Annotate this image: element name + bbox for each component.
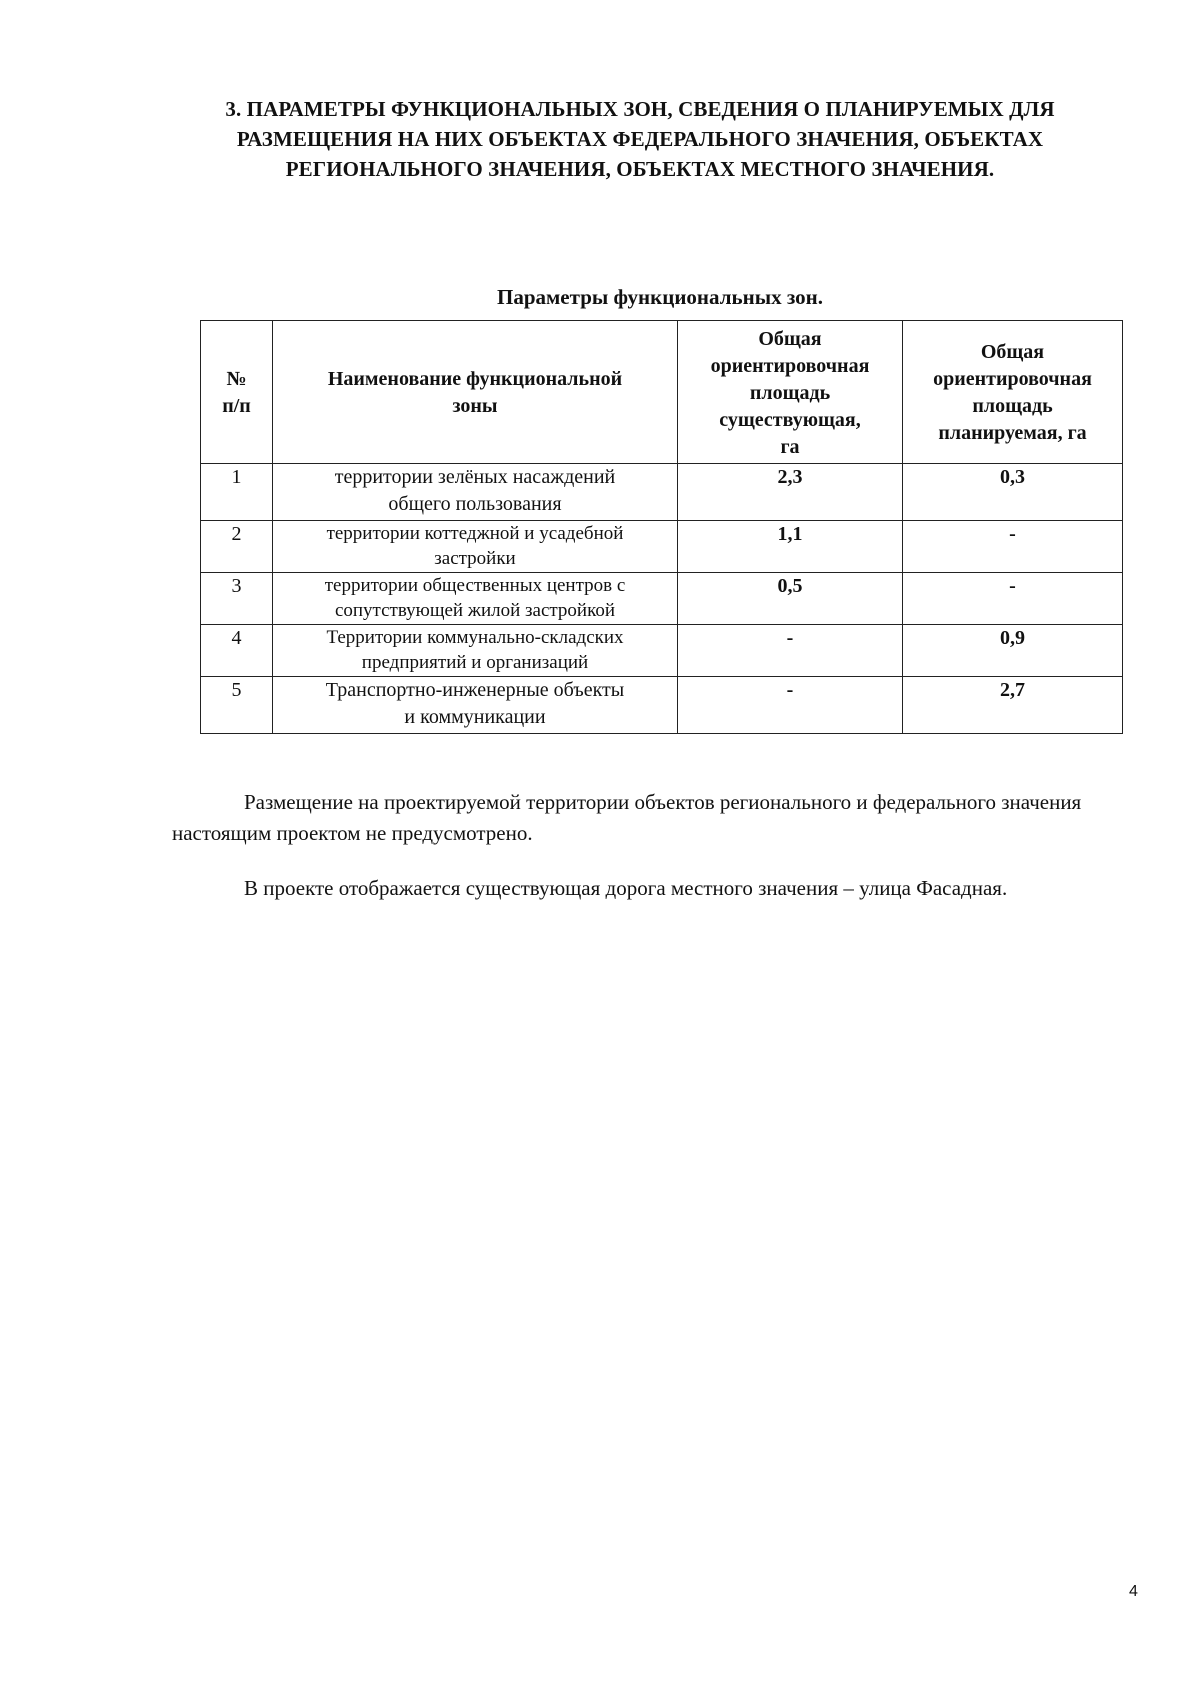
header-planned-line-1: Общая bbox=[980, 341, 1045, 363]
row-zone-name-line-1: территории зелёных насаждений bbox=[334, 466, 616, 488]
row-zone-name-line-2: предприятий и организаций bbox=[361, 652, 589, 673]
section-heading bbox=[150, 94, 1130, 184]
row-zone-name-line-1: территории коттеджной и усадебной bbox=[326, 523, 624, 544]
header-num bbox=[201, 321, 273, 464]
row-zone-name bbox=[273, 464, 678, 521]
row-existing-area: 2,3 bbox=[678, 464, 903, 521]
row-num: 3 bbox=[201, 573, 273, 625]
header-num-line-1: № bbox=[226, 367, 247, 390]
table-row bbox=[201, 625, 1123, 677]
header-existing-line-1: Общая bbox=[758, 327, 822, 350]
table-row bbox=[201, 464, 1123, 521]
row-existing-area: - bbox=[678, 625, 903, 677]
header-planned-line-3: площадь bbox=[972, 395, 1053, 417]
row-zone-name-line-2: сопутствующей жилой застройкой bbox=[334, 600, 616, 621]
header-existing-line-3: площадь bbox=[749, 381, 831, 404]
header-name-line-1: Наименование функциональной bbox=[327, 367, 623, 390]
section-heading-line-3: РЕГИОНАЛЬНОГО ЗНАЧЕНИЯ, ОБЪЕКТАХ МЕСТНОГО ЗНАЧЕНИЯ. bbox=[285, 157, 995, 181]
table-row bbox=[201, 573, 1123, 625]
row-zone-name-line-2: застройки bbox=[434, 548, 516, 569]
header-num-line-2: п/п bbox=[222, 394, 251, 417]
row-num: 2 bbox=[201, 521, 273, 573]
row-planned-area: - bbox=[903, 573, 1123, 625]
paragraph-local-road: В проекте отображается существующая дорога местного значения – улица Фасадная. bbox=[244, 876, 1008, 900]
header-planned-area bbox=[903, 321, 1123, 464]
row-planned-area: 2,7 bbox=[903, 677, 1123, 734]
header-planned-line-4: планируемая, га bbox=[938, 422, 1087, 444]
page-number: 4 bbox=[1129, 1583, 1138, 1600]
table-title: Параметры функциональных зон. bbox=[496, 285, 824, 309]
row-zone-name-line-1: Транспортно-инженерные объекты bbox=[325, 679, 625, 701]
row-planned-area: - bbox=[903, 521, 1123, 573]
header-existing-area bbox=[678, 321, 903, 464]
table-row bbox=[201, 677, 1123, 734]
header-zone-name bbox=[273, 321, 678, 464]
row-zone-name bbox=[273, 625, 678, 677]
row-planned-area: 0,9 bbox=[903, 625, 1123, 677]
row-existing-area: 0,5 bbox=[678, 573, 903, 625]
header-existing-line-5: га bbox=[780, 435, 800, 458]
row-zone-name-line-1: территории общественных центров с bbox=[324, 575, 626, 596]
header-existing-line-4: существующая, bbox=[719, 408, 861, 431]
row-planned-area: 0,3 bbox=[903, 464, 1123, 521]
row-num: 4 bbox=[201, 625, 273, 677]
section-heading-line-2: РАЗМЕЩЕНИЯ НА НИХ ОБЪЕКТАХ ФЕДЕРАЛЬНОГО ЗНАЧЕНИЯ, ОБЪЕКТАХ bbox=[236, 127, 1044, 151]
table-header-row bbox=[201, 321, 1123, 464]
row-zone-name-line-2: общего пользования bbox=[388, 493, 562, 515]
row-zone-name bbox=[273, 677, 678, 734]
row-num: 5 bbox=[201, 677, 273, 734]
row-zone-name bbox=[273, 521, 678, 573]
row-num: 1 bbox=[201, 464, 273, 521]
functional-zones-table bbox=[200, 320, 1123, 734]
row-existing-area: 1,1 bbox=[678, 521, 903, 573]
row-existing-area: - bbox=[678, 677, 903, 734]
paragraph-regional-objects: Размещение на проектируемой территории объектов регионального и федерального значения настоящим проектом не предусмотрено. bbox=[172, 790, 1082, 845]
row-zone-name-line-2: и коммуникации bbox=[404, 706, 546, 728]
header-planned-line-2: ориентировочная bbox=[933, 368, 1092, 390]
section-heading-line-1: 3. ПАРАМЕТРЫ ФУНКЦИОНАЛЬНЫХ ЗОН, СВЕДЕНИЯ О ПЛАНИРУЕМЫХ ДЛЯ bbox=[225, 97, 1055, 121]
row-zone-name bbox=[273, 573, 678, 625]
header-name-line-2: зоны bbox=[452, 394, 498, 417]
row-zone-name-line-1: Территории коммунально-складских bbox=[326, 627, 624, 648]
header-existing-line-2: ориентировочная bbox=[710, 354, 870, 377]
table-row bbox=[201, 521, 1123, 573]
